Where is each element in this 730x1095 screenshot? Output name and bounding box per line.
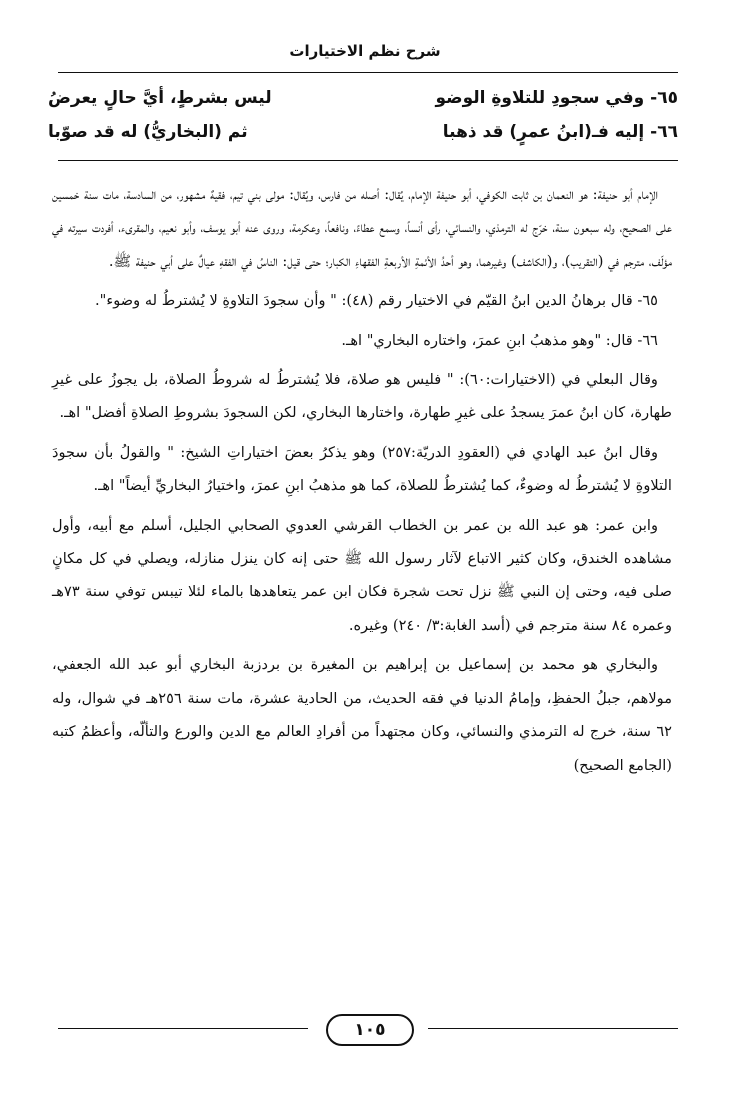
verse-second-hemistich: ليس بشرطٍ، أيَّ حالٍ يعرضُ — [48, 88, 272, 108]
paragraph-ibn-umar: وابن عمر: هو عبد الله بن عمر بن الخطاب القرشي العدوي الصحابي الجليل، أسلم مع أبيه، وأول مشاهده الخندق، وكان كثير الاتباع لآثار رسول الله ﷺ حتى إنه كان ينزل منازله، ويصلي في كل مكانٍ صلى فيه، وحتى إن النبي ﷺ نزل تحت شجرة فكان ابن عمر يتعاهدها بالماء لئلا تيبس توفي سنة ٧٣هـ وعمره ٨٤ سنة مترجم في (أسد الغابة:٣/ ٢٤٠) وغيره. — [52, 516, 672, 634]
verse-first-hemistich: ٦٥- وفي سجودِ للتلاوةِ الوضو — [435, 88, 678, 108]
paragraph-bukhari: والبخاري هو محمد بن إسماعيل بن إبراهيم بن المغيرة بن بردزبة البخاري أبو عبد الله الجعفي، مولاهم، جبلُ الحفظِ، وإمامُ الدنيا في فقه الحديث، من الحادية عشرة، مات سنة ٢٥٦هـ في شوال، وله ٦٢ سنة، خرج له الترمذي والنسائي، وكان مجتهداً من أفرادِ العالم مع الدين والورع والتألّه، وأعظمُ كتبه (الجامع الصحيح) — [52, 656, 673, 774]
poem-verses — [48, 88, 678, 156]
paragraph-verse-65: ٦٥- قال برهانُ الدين ابنُ القيّم في الاختيار رقم (٤٨): " وأن سجودَ التلاوةِ لا يُشترطُ له وضوء". — [95, 292, 658, 310]
page-footer — [58, 1014, 678, 1044]
verse-second-hemistich: ثم (البخاريُّ) له قد صوّبا — [48, 122, 248, 142]
verse-line — [48, 88, 678, 122]
commentary-body — [52, 178, 672, 788]
header-rule — [58, 72, 678, 73]
paragraph-abu-hanifa: الإمام أبو حنيفة: هو النعمان بن ثابت الكوفي، أبو حنيفة الإمام، يُقال: أصله من فارس، ويُقال: مولى بني تيم، فقيهٌ مشهور، من السادسة، مات سنة خمسين على الصحيح، وله سبعون سنة، خرّج له الترمذي، والنسائي، رأى أنساً، وسمع عطاءً، ونافعاً، وعكرمة، وروى عنه أبو يوسف، وأبو نعيم، والمقرىء، أفردت سيرته في مؤلّف، مترجم في (التقريب)، و(الكاشف) وغيرهما، وهو أحدُ الأئمةِ الأربعةِ الفقهاءِ الكبار؛ حتى قيل: الناسُ في الفقهِ عيالٌ على أبي حنيفة ﷺ. — [52, 186, 672, 270]
paragraph-ibn-abd-alhadi: وقال ابنُ عبد الهادي في (العقودِ الدريّة:٢٥٧) وهو يذكرُ بعضَ اختياراتِ الشيخ: " والقولُ بأن سجودَ التلاوةِ لا يُشترطُ له وضوءٌ، كما يُشترطُ للصلاة، كما هو مذهبُ ابنِ عمرَ، واختيارُ البخاريِّ أيضاً" اهـ. — [52, 443, 672, 495]
footer-rule-right — [428, 1028, 678, 1029]
running-header: شرح نظم الاختيارات — [289, 42, 441, 60]
verse-first-hemistich: ٦٦- إليه فـ(ابنُ عمرٍ) قد ذهبا — [442, 122, 678, 142]
paragraph-baali: وقال البعلي في (الاختيارات:٦٠): " فليس هو صلاة، فلا يُشترطُ له شروطُ الصلاة، بل يجوزُ على غيرِ طهارة، كان ابنُ عمرَ يسجدُ على غيرِ طهارة، واختارها البخاري، لكن السجودَ بشروطِ الصلاةِ أفضل" اهـ. — [52, 371, 672, 422]
footer-rule-left — [58, 1028, 308, 1029]
verse-line — [48, 122, 678, 156]
page-number: ١٠٥ — [326, 1014, 414, 1046]
paragraph-verse-66: ٦٦- قال: "وهو مذهبُ ابنِ عمرَ، واختاره البخاري" اهـ. — [341, 331, 658, 349]
verses-rule — [58, 160, 678, 161]
